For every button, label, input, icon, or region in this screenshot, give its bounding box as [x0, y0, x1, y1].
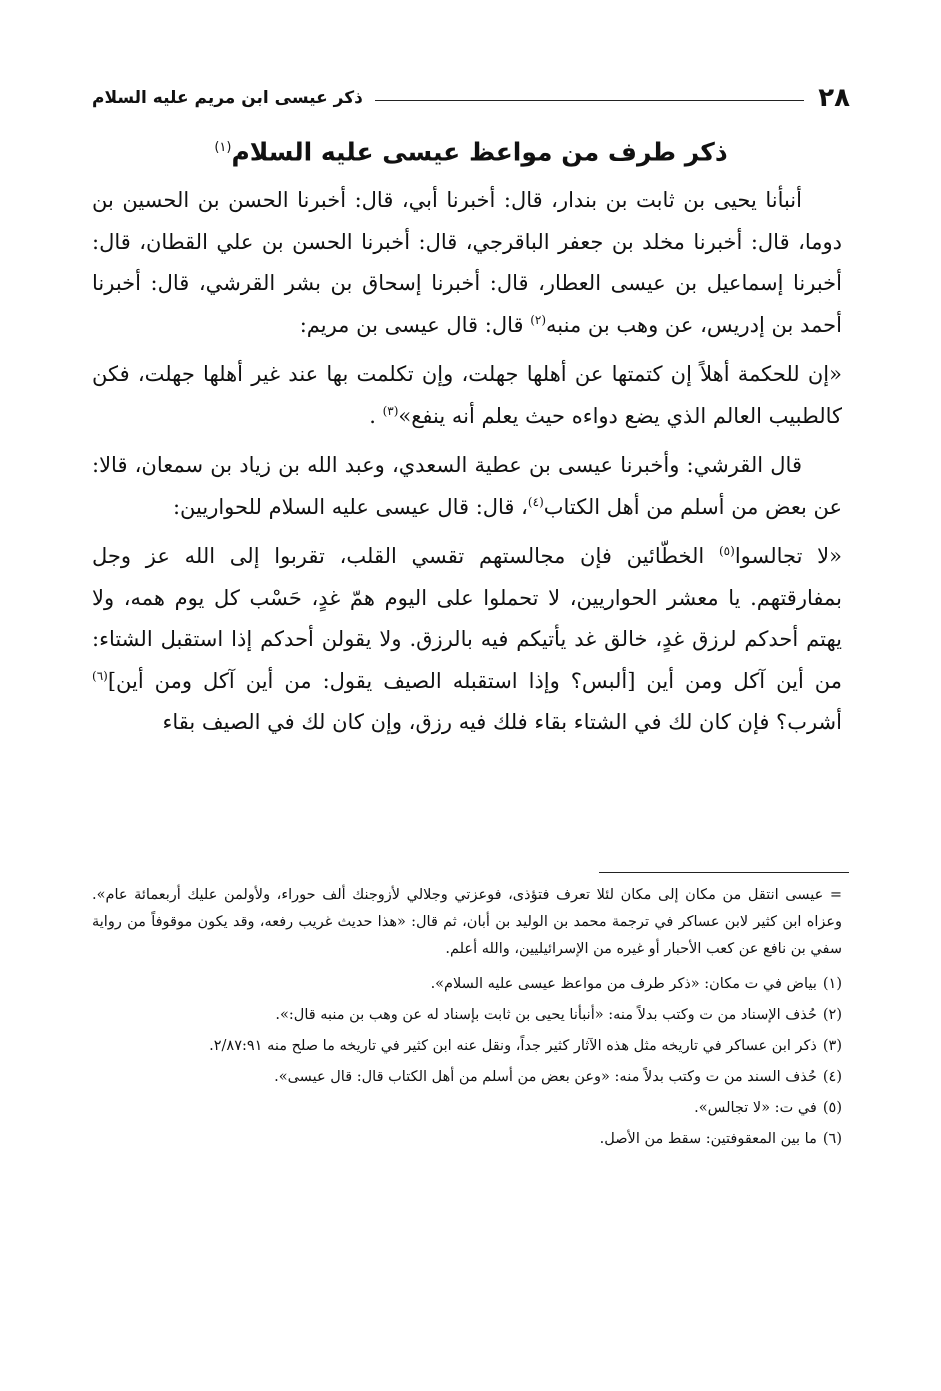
running-header	[92, 78, 850, 118]
footnote-text: حُذف الإسناد من ت وكتب بدلاً منه: «أنبأنا يحيى بن ثابت بإسناد له عن وهب بن منبه قال:».	[275, 1007, 817, 1023]
paragraph-isnad-1	[92, 180, 842, 346]
footnote-text: ذكر ابن عساكر في تاريخه مثل هذه الآثار كثير جداً، ونقل عنه ابن كثير في تاريخه ما صلح منه ٢/٨٧:٩١.	[209, 1038, 817, 1054]
running-title: ذكر عيسى ابن مريم عليه السلام	[92, 88, 363, 108]
footnote-3	[92, 1033, 842, 1060]
footnote-ref: (٢)	[530, 312, 547, 327]
section-title-text: ذكر طرف من مواعظ عيسى عليه السلام	[231, 137, 728, 167]
footnote-text: ما بين المعقوفتين: سقط من الأصل.	[599, 1131, 817, 1147]
paragraph-text: أشرب؟ فإن كان لك في الشتاء بقاء فلك فيه رزق، وإن كان لك في الصيف بقاء	[162, 710, 842, 734]
section-title-note-mark: (١)	[214, 140, 232, 155]
footnote-number: (٣)	[822, 1038, 842, 1054]
paragraph-text: الخطّائين فإن مجالستهم تقسي القلب، تقربوا إلى الله عز وجل بمفارقتهم. يا معشر الحواريين، لا تحملوا على اليوم همّ غدٍ، حَسْب كل يوم همه، ولا يهتم أحدكم لرزق غدٍ، خالق غد يأتيكم فيه بالرزق. ولا يقولن أحدكم إذا استقبل الشتاء: من أين آكل ومن أين [ألبس؟ وإذا استقبله الصيف يقول: من أين آكل ومن أين]	[92, 544, 842, 693]
paragraph-isnad-2	[92, 445, 842, 528]
footnotes	[92, 882, 842, 1157]
paragraph-text: قال القرشي: وأخبرنا عيسى بن عطية السعدي، وعبد الله بن زياد بن سمعان، قالا: عن بعض من أسلم من أهل الكتاب	[92, 453, 842, 519]
footnote-1	[92, 971, 842, 998]
paragraph-text: «لا تجالسوا	[734, 544, 842, 568]
paragraph-quote-2	[92, 536, 842, 744]
footnote-5	[92, 1095, 842, 1122]
footnote-text: بياض في ت مكان: «ذكر طرف من مواعظ عيسى عليه السلام».	[430, 976, 817, 992]
footnote-number: (٢)	[822, 1007, 842, 1023]
paragraph-text: قال: قال عيسى بن مريم:	[299, 312, 531, 337]
footnote-ref: (٦)	[92, 668, 108, 683]
footnote-number: (٥)	[822, 1100, 842, 1116]
footnote-4	[92, 1064, 842, 1091]
footnote-ref: (٣)	[382, 403, 399, 418]
paragraph-text: ، قال: قال عيسى عليه السلام للحواريين:	[172, 494, 528, 519]
page-number: ٢٨	[818, 83, 850, 113]
paragraph-text: .	[369, 403, 383, 428]
footnote-text: في ت: «لا تجالس».	[694, 1100, 817, 1116]
footnote-number: (٦)	[822, 1131, 842, 1147]
footnote-continuation: = عيسى انتقل من مكان إلى مكان لئلا تعرف فتؤذى، فوعزتي وجلالي لأزوجنك ألف حوراء، ولأولمن عليك أربعمائة عام». وعزاه ابن كثير لابن عساكر في ترجمة محمد بن الوليد بن أبان، ثم قال: «هذا حديث غريب رفعه، وقد يكون موقوفاً من رواية سفي بن نافع عن كعب الأحبار أو غيره من الإسرائيليين، والله أعلم.	[92, 887, 842, 957]
paragraph-text: أنبأنا يحيى بن ثابت بن بندار، قال: أخبرنا أبي، قال: أخبرنا الحسن بن الحسين بن دوما، قال: أخبرنا مخلد بن جعفر الباقرجي، قال: أخبرنا الحسن بن علي القطان، قال: أخبرنا إسماعيل بن عيسى العطار، قال: أخبرنا إسحاق بن بشر القرشي، قال: أخبرنا أحمد بن إدريس، عن وهب بن منبه	[92, 188, 842, 337]
paragraph-text: «إن للحكمة أهلاً إن كتمتها عن أهلها جهلت، وإن تكلمت بها عند غير أهلها جهلت، فكن كالطبيب العالم الذي يضع دواءه حيث يعلم أنه ينفع»	[92, 362, 842, 428]
footnote-number: (٤)	[822, 1069, 842, 1085]
body-text	[92, 180, 842, 752]
section-title	[92, 130, 850, 170]
footnote-text: حُذف السند من ت وكتب بدلاً منه: «وعن بعض من أسلم من أهل الكتاب قال: قال عيسى».	[274, 1069, 817, 1085]
footnote-6	[92, 1126, 842, 1153]
footnote-separator	[599, 872, 849, 873]
footnote-number: (١)	[822, 976, 842, 992]
footnote-ref: (٤)	[527, 494, 544, 509]
header-rule	[375, 100, 804, 101]
footnote-2	[92, 1002, 842, 1029]
footnote-ref: (٥)	[718, 544, 735, 558]
paragraph-quote-1	[92, 354, 842, 437]
